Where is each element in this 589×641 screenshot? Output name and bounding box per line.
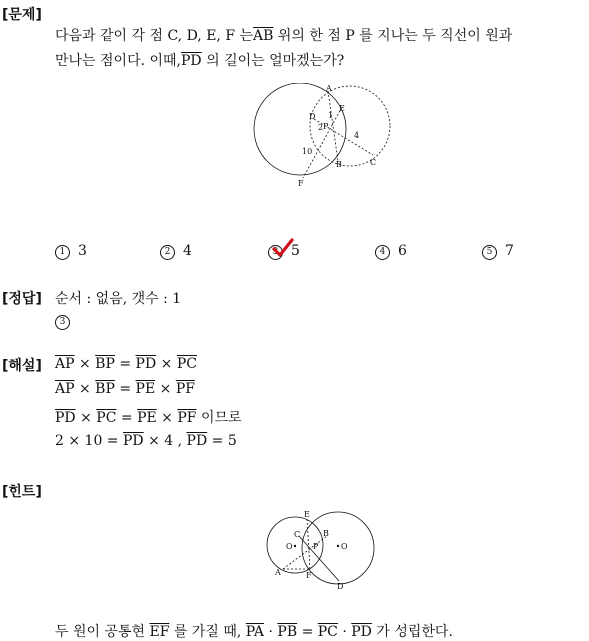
answer-number: 3 — [55, 315, 70, 330]
label-e: E — [304, 510, 310, 519]
left-circle — [254, 83, 346, 175]
label-b: B — [323, 529, 329, 538]
choice-value: 3 — [78, 243, 87, 259]
segment: $\overline{BP}$ — [95, 356, 115, 372]
problem-text: 위의 한 점 P 를 지나는 두 직선이 원과 — [273, 28, 513, 44]
solution-line-3: $\overline{PD} \times \overline{PC} = \overline{PE} \times \overline{PF}$ 이므로 — [55, 410, 242, 426]
label-10: 10 — [302, 147, 313, 156]
segment: $\overline{AP}$ — [55, 356, 75, 372]
label-4: 4 — [354, 131, 360, 140]
segment: $\overline{EF}$ — [149, 624, 170, 640]
hint-figure — [265, 505, 380, 595]
segment: $\overline{BP}$ — [95, 381, 115, 397]
segment: $\overline{PD}$ — [186, 433, 208, 449]
solution-text: = 5 — [207, 433, 237, 449]
label-p: P — [323, 122, 329, 131]
label-f: F — [298, 179, 304, 188]
solution-text: 2 × 10 = — [55, 433, 123, 449]
choice-value: 4 — [183, 243, 192, 259]
segment: $\overline{PA}$ — [245, 624, 265, 640]
choice-5[interactable] — [482, 243, 514, 260]
label-d: D — [309, 112, 316, 121]
hint-text: 가 성립한다. — [371, 624, 453, 640]
choice-value: 6 — [398, 243, 407, 259]
common-chord-ef — [307, 519, 310, 570]
choice-value: 7 — [505, 243, 514, 259]
choice-number: 4 — [375, 245, 390, 260]
answer-value — [55, 313, 78, 330]
segment: $\overline{AP}$ — [55, 381, 75, 397]
segment: $\overline{PC}$ — [317, 624, 338, 640]
choice-number: 1 — [55, 245, 70, 260]
label-a: A — [326, 84, 332, 93]
solution-text: 이므로 — [196, 410, 242, 426]
center-point — [337, 545, 339, 547]
answer-meta: 순서 : 없음, 갯수 : 1 — [55, 291, 182, 307]
label-2: 2 — [318, 123, 324, 132]
problem-heading: [문제] — [2, 7, 42, 23]
segment: $\overline{PD}$ — [135, 356, 157, 372]
label-o2: O — [341, 542, 348, 551]
segment: $\overline{PC}$ — [96, 410, 117, 426]
label-1: 1 — [328, 111, 334, 120]
choice-number: 5 — [482, 245, 497, 260]
segment: $\overline{PB}$ — [277, 624, 298, 640]
choice-number: 3 — [268, 245, 283, 260]
hint-text: 를 가질 때, — [169, 624, 246, 640]
label-o1: O — [286, 542, 293, 551]
hint-text: 두 원이 공통현 — [55, 624, 150, 640]
checkmark-icon — [272, 238, 294, 258]
hint-heading: [힌트] — [2, 484, 42, 500]
segment: $\overline{PF}$ — [175, 381, 195, 397]
label-p: P — [313, 542, 319, 551]
segment: $\overline{PD}$ — [55, 410, 76, 426]
label-f: F — [306, 571, 312, 580]
segment: $\overline{PC}$ — [176, 356, 197, 372]
segment: $\overline{PE}$ — [135, 381, 156, 397]
problem-text: 만나는 점이다. 이때, — [55, 53, 181, 69]
choice-1[interactable] — [55, 243, 87, 260]
problem-text: 의 길이는 얼마겠는가? — [201, 53, 345, 69]
solution-line-2: $\overline{AP} \times \overline{BP} = \overline{PE} \times \overline{PF}$ — [55, 381, 195, 397]
line-cd — [299, 536, 339, 581]
label-e: E — [339, 104, 345, 113]
choice-number: 2 — [160, 245, 175, 260]
problem-figure — [250, 83, 395, 193]
problem-line-1 — [55, 25, 512, 45]
solution-text: × 4 , — [143, 433, 187, 449]
label-b: B — [336, 160, 342, 169]
center-point — [294, 545, 296, 547]
label-a: A — [275, 568, 281, 577]
segment: $\overline{PD}$ — [351, 624, 372, 640]
choice-4[interactable] — [375, 243, 407, 260]
choice-value: 5 — [291, 243, 300, 259]
solution-line-1: $\overline{AP} \times \overline{BP} = \overline{PD} \times \overline{PC}$ — [55, 356, 197, 372]
problem-text: 다음과 같이 각 점 C, D, E, F 는 — [55, 28, 254, 44]
label-c: C — [294, 530, 301, 539]
choice-2[interactable] — [160, 243, 192, 260]
line-ab — [283, 536, 327, 569]
solution-line-4 — [55, 433, 237, 449]
segment-ab: $\overline{AB}$ — [253, 28, 274, 44]
segment: $\overline{PE}$ — [137, 410, 157, 426]
hint-line: 두 원이 공통현 $\overline{EF}$ 를 가질 때, $\overline{PA} \cdot \overline{PB} = \overline{PC} \cdot \overline{PD}$ 가 성립한다. — [55, 624, 453, 640]
label-d: D — [337, 582, 344, 591]
problem-line-2 — [55, 50, 344, 70]
segment: $\overline{PF}$ — [177, 410, 197, 426]
solution-heading: [해설] — [2, 358, 42, 374]
segment-pd: $\overline{PD}$ — [181, 53, 202, 69]
answer-heading: [정답] — [2, 291, 42, 307]
label-c: C — [370, 158, 377, 167]
segment: $\overline{PD}$ — [122, 433, 144, 449]
